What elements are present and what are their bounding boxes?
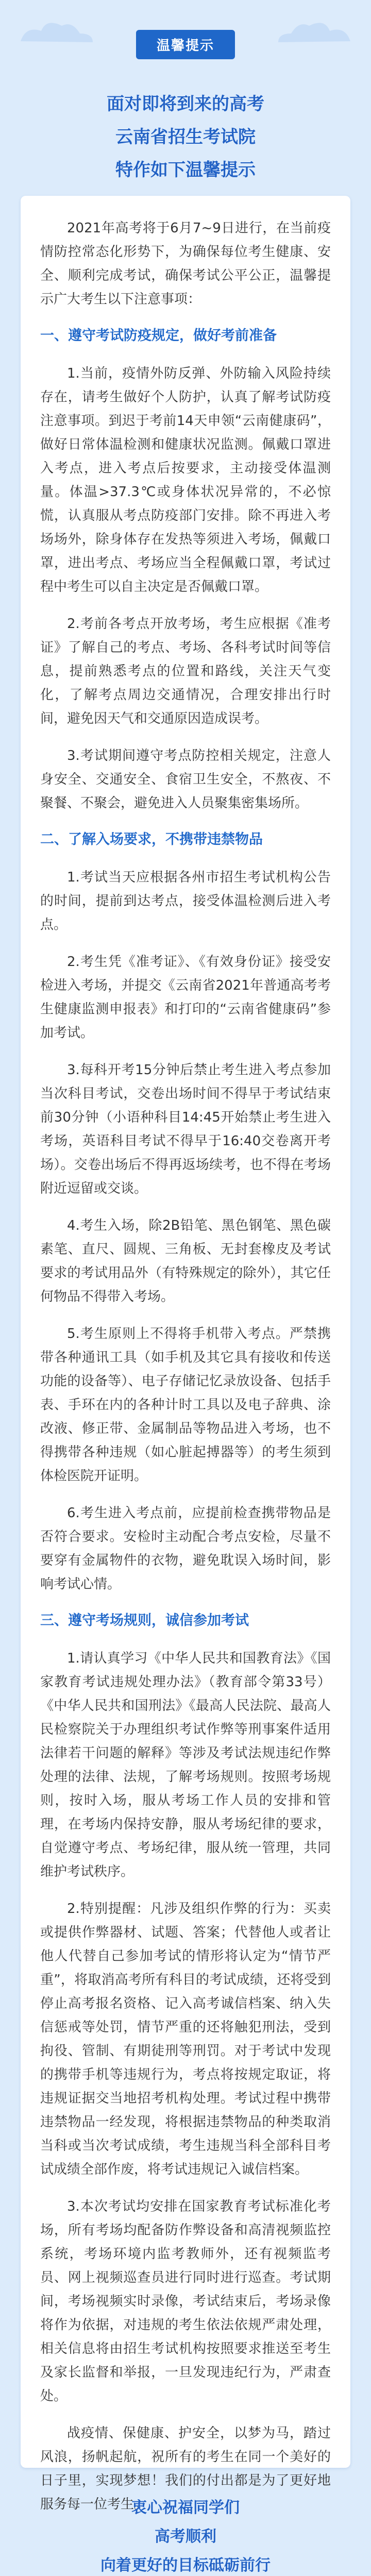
- section-title: 二、了解入场要求，不携带违禁物品: [40, 832, 263, 848]
- section-title: 一、遵守考试防疫规定，做好考前准备: [40, 328, 277, 344]
- intro-paragraph: 2021年高考将于6月7~9日进行，在当前疫情防控常态化形势下，为确保每位考生健康、安全、顺利完成考试，确保考试公平公正，温馨提示广大考生以下注意事项：: [40, 221, 331, 307]
- section-paragraph: 6.考生进入考点前，应提前检查携带物品是否符合要求。安检时主动配合考点安检，尽量不要穿有金属物件的衣物，避免耽误入场时间，影响考试心情。: [40, 1505, 331, 1592]
- section-paragraph: 5.考生原则上不得将手机带入考点。严禁携带各种通讯工具（如手机及其它具有接收和传送功能的设备等）、电子存储记忆录放设备、包括手表、手环在内的各种计时工具以及电子辞典、涂改液、修正带、金属制品等物品进入考场，也不得携带各种违规（如心脏起搏器等）的考生须到体检医院开证明。: [40, 1326, 331, 1484]
- section-paragraph: 3.本次考试均安排在国家教育考试标准化考场，所有考场均配备防作弊设备和高清视频监控系统，考场环境内监考教师外，还有视频监考员、网上视频巡查员进行同时进行巡查。考试期间，考场视频实时录像，考试结束后，考场录像将作为依据，对违规的考生依法依规严肃处理，相关信息将由招生考试机构按照要求推送至考生及家长监督和举报，一旦发现违纪行为，严肃查处。: [40, 2199, 331, 2404]
- section-paragraph: 1.当前，疫情外防反弹、外防输入风险持续存在，请考生做好个人防护，认真了解考试防疫注意事项。到迟于考前14天申领“云南健康码”，做好日常体温检测和健康状况监测。佩戴口罩进入考点，进入考点后按要求，主动接受体温测量。体温>37.3℃或身体状况异常的，不必惊慌，认真服从考点防疫部门安排。除不再进入考场场外，除身体存在发热等须进入考场，佩戴口罩，进出考点、考场应当全程佩戴口罩，考试过程中考生可以自主决定是否佩戴口罩。: [40, 366, 331, 595]
- section-paragraph: 1.考试当天应根据各州市招生考试机构公告的时间，提前到达考点，接受体温检测后进入考点。: [40, 870, 331, 933]
- section-paragraph: 2.特别提醒：凡涉及组织作弊的行为：买卖或提供作弊器材、试题、答案；代替他人或者让他人代替自己参加考试的情形将认定为“情节严重”，将取消高考所有科目的考试成绩，还将受到停止高考报名资格、记入高考诚信档案、纳入失信惩戒等处罚，情节严重的还将触犯刑法，受到拘役、管制、有期徒刑等刑罚。对于考试中发现的携带手机等违规行为，考点将按规定取证，将违规证据交当地招考机构处理。考试过程中携带违禁物品一经发现，将根据违禁物品的种类取消当科或当次考试成绩，考生违规当科全部科目考试成绩全部作废，将考试违规记入诚信档案。: [40, 1901, 331, 2177]
- section-paragraph: 2.考生凭《准考证》、《有效身份证》接受安检进入考场，并提交《云南省2021年普通高考考生健康监测申报表》和打印的“云南省健康码”参加考试。: [40, 954, 331, 1041]
- closing-line: 高考顺利: [155, 2528, 216, 2546]
- section-paragraph: 4.考生入场，除2B铅笔、黑色钢笔、黑色碳素笔、直尺、圆规、三角板、无封套橡皮及考试要求的考试用品外（有特殊规定的除外），其它任何物品不得带入考场。: [40, 1218, 331, 1304]
- section-paragraph: 1.请认真学习《中华人民共和国教育法》《国家教育考试违规处理办法》（教育部令第33号）《中华人民共和国刑法》《最高人民法院、最高人民检察院关于办理组织考试作弊等刑事案件适用法律若干问题的解释》等涉及考试法规违纪作弊处理的法律、法规，了解考场规则。按照考场规则，按时入场，服从考场工作人员的安排和管理，在考场内保持安静，服从考场纪律的要求，自觉遵守考点、考场纪律，服从统一管理，共同维护考试秩序。: [40, 1651, 331, 1879]
- tip-badge: 温馨提示: [136, 30, 235, 59]
- headline-line: 面对即将到来的高考: [107, 94, 264, 114]
- section-paragraph: 3.考试期间遵守考点防控相关规定，注意人身安全、交通安全、食宿卫生安全，不熬夜、不聚餐、不聚会，避免进入人员聚集密集场所。: [40, 748, 331, 811]
- closing-line: 向着更好的目标砥砺前行: [100, 2556, 271, 2574]
- closing-line: 衷心祝福同学们: [131, 2499, 240, 2517]
- section-paragraph: 3.每科开考15分钟后禁止考生进入考点参加当次科目考试，交卷出场时间不得早于考试结束前30分钟（小语种科目14:45开始禁止考生进入考场，英语科目考试不得早于16:40交卷离开考场）。交卷出场后不得再返场续考，也不得在考场附近逗留或交谈。: [40, 1062, 331, 1196]
- headline-line: 云南省招生考试院: [115, 127, 256, 147]
- section-paragraph: 战疫情、保健康、护安全，以梦为马，踏过风浪，扬帆起航，祝所有的考生在同一个美好的日子里，实现梦想！我们的付出都是为了更好地服务每一位考生。: [40, 2426, 331, 2512]
- section-title: 三、遵守考场规则，诚信参加考试: [40, 1613, 249, 1629]
- headline: [0, 88, 371, 187]
- closing-wishes: [0, 2494, 371, 2576]
- section-paragraph: 2.考前各考点开放考场，考生应根据《准考证》了解自己的考点、考场、各科考试时间等信息，提前熟悉考点的位置和路线，关注天气变化，了解考点周边交通情况，合理安排出行时间，避免因天气和交通原因造成误考。: [40, 616, 331, 726]
- badge-wrap: [0, 30, 371, 59]
- headline-line: 特作如下温馨提示: [115, 160, 256, 180]
